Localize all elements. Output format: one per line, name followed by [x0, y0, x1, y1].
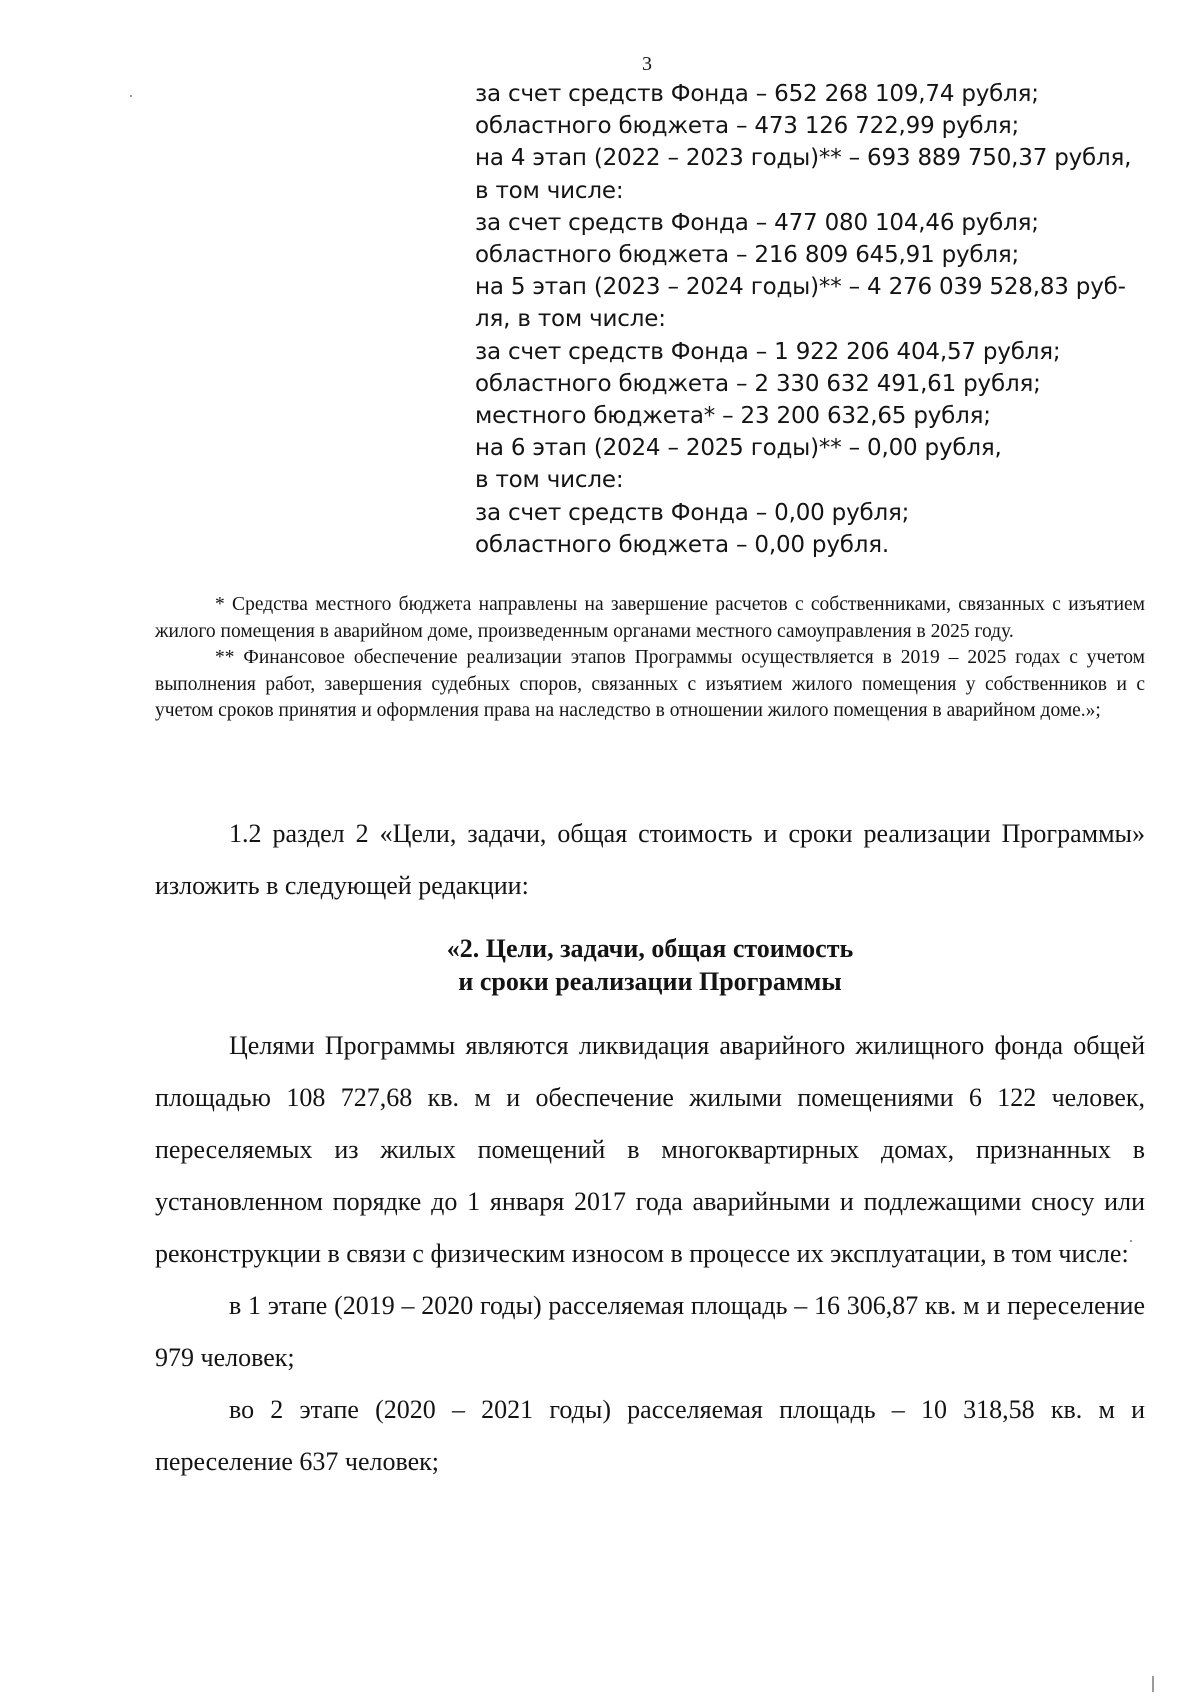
- finance-block: [475, 78, 1155, 561]
- footnotes: [155, 592, 1145, 725]
- amendment-block: [155, 808, 1145, 912]
- section-heading-line-1: «2. Цели, задачи, общая стоимость: [446, 934, 854, 963]
- finance-line: за счет средств Фонда – 652 268 109,74 рубля;: [475, 81, 1039, 107]
- finance-line: в том числе:: [475, 467, 624, 494]
- scan-mark: [130, 95, 132, 97]
- section-heading-line-2: и сроки реализации Программы: [458, 967, 842, 996]
- footnote-financing: ** Финансовое обеспечение реализации этапов Программы осуществляется в 2019 – 2025 годах с учетом выполнения работ, завершения судебных споров, связанных с изъятием жилого помещения у собственников и с учетом сроков принятия и оформления права на наследство в отношении жилого помещения в аварийном доме.»;: [155, 647, 1145, 721]
- finance-line: за счет средств Фонда – 1 922 206 404,57 рубля;: [475, 338, 1061, 365]
- amendment-paragraph: 1.2 раздел 2 «Цели, задачи, общая стоимость и сроки реализации Программы» изложить в следующей редакции:: [155, 819, 1145, 900]
- finance-line: областного бюджета – 216 809 645,91 рубля;: [475, 242, 1020, 269]
- finance-line: на 5 этап (2023 – 2024 годы)** – 4 276 039 528,83 руб-: [475, 274, 1126, 301]
- stage-2-paragraph: во 2 этапе (2020 – 2021 годы) расселяемая площадь – 10 318,58 кв. м и переселение 637 человек;: [155, 1395, 1145, 1476]
- finance-line: ля, в том числе:: [475, 306, 666, 333]
- finance-line: на 6 этап (2024 – 2025 годы)** – 0,00 рубля,: [475, 435, 1002, 462]
- scan-mark: [1130, 1240, 1132, 1242]
- section-heading: [155, 932, 1145, 998]
- finance-line: на 4 этап (2022 – 2023 годы)** – 693 889 750,37 рубля,: [475, 145, 1132, 172]
- stage-1-paragraph: в 1 этапе (2019 – 2020 годы) расселяемая площадь – 16 306,87 кв. м и переселение 979 человек;: [155, 1291, 1145, 1372]
- page-number: 3: [642, 53, 652, 75]
- footnote-local-budget: * Средства местного бюджета направлены на завершение расчетов с собственниками, связанных с изъятием жилого помещения в аварийном доме, произведенным органами местного самоуправления в 2025 году.: [155, 594, 1145, 642]
- finance-line: областного бюджета – 0,00 рубля.: [475, 531, 889, 558]
- finance-line: за счет средств Фонда – 477 080 104,46 рубля;: [475, 209, 1039, 236]
- section-body: [155, 1020, 1145, 1488]
- finance-line: областного бюджета – 473 126 722,99 рубля;: [475, 113, 1020, 140]
- scan-mark: [1152, 1676, 1154, 1692]
- finance-line: в том числе:: [475, 177, 624, 204]
- finance-line: областного бюджета – 2 330 632 491,61 рубля;: [475, 370, 1041, 397]
- goals-paragraph: Целями Программы являются ликвидация аварийного жилищного фонда общей площадью 108 727,68 кв. м и обеспечение жилыми помещениями 6 122 человек, переселяемых из жилых помещений в многоквартирных домах, признанных в установленном порядке до 1 января 2017 года аварийными и подлежащими сносу или реконструкции в связи с физическим износом в процессе их эксплуатации, в том числе:: [155, 1031, 1145, 1268]
- finance-line: местного бюджета* – 23 200 632,65 рубля;: [475, 403, 991, 430]
- finance-line: за счет средств Фонда – 0,00 рубля;: [475, 499, 910, 526]
